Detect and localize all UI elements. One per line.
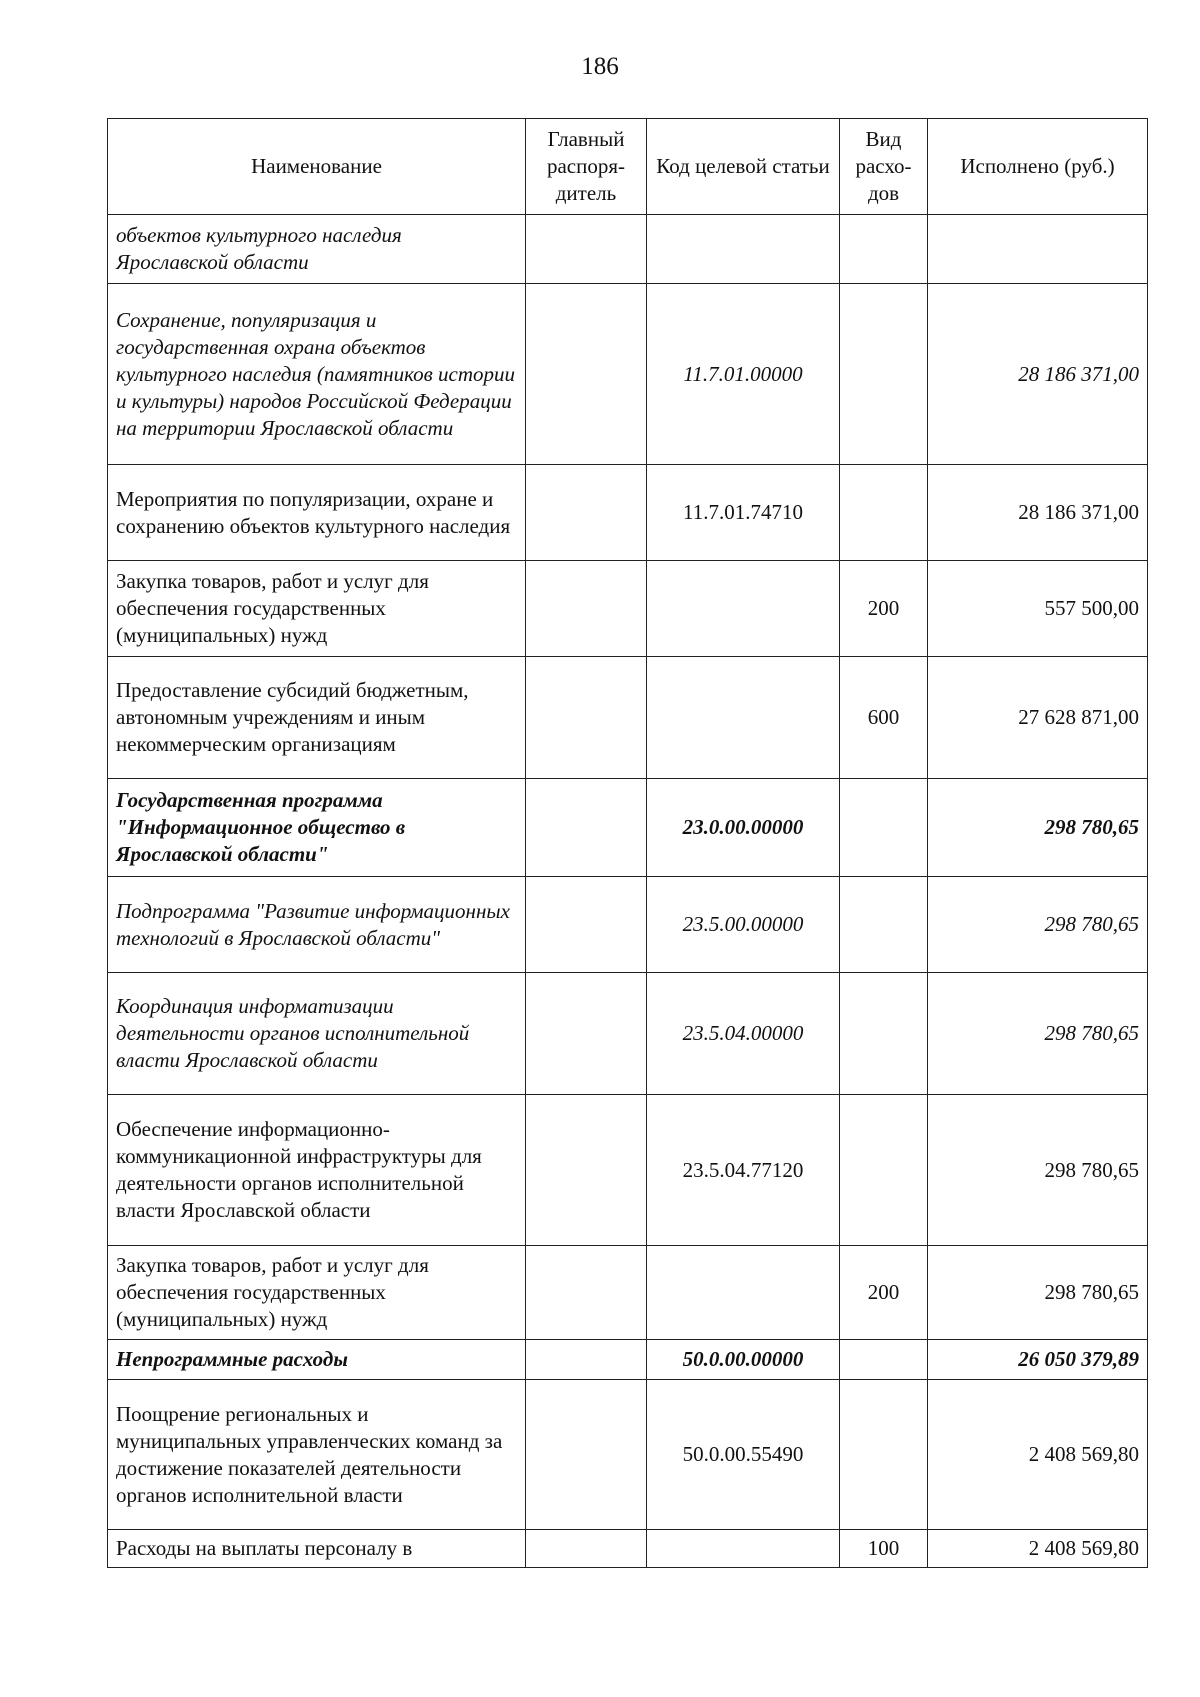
row-sum: 298 780,65 — [928, 1095, 1148, 1246]
header-name: Наименование — [108, 119, 526, 215]
table-row — [108, 465, 1148, 561]
table-row — [108, 1530, 1148, 1568]
row-name: Мероприятия по популяризации, охране и сохранению объектов культурного наследия — [108, 465, 526, 561]
row-glavny — [526, 779, 647, 877]
row-vid — [840, 1380, 928, 1530]
row-glavny — [526, 1380, 647, 1530]
row-sum — [928, 215, 1148, 284]
row-kod — [647, 657, 840, 779]
row-kod — [647, 561, 840, 657]
row-vid — [840, 779, 928, 877]
row-sum: 26 050 379,89 — [928, 1340, 1148, 1380]
row-name: Подпрограмма "Развитие информационных технологий в Ярославской области" — [108, 877, 526, 973]
table-row — [108, 779, 1148, 877]
row-glavny — [526, 1246, 647, 1340]
row-sum: 298 780,65 — [928, 973, 1148, 1095]
row-glavny — [526, 1095, 647, 1246]
row-vid — [840, 973, 928, 1095]
row-name: Предоставление субсидий бюджетным, автономным учреждениям и иным некоммерческим организациям — [108, 657, 526, 779]
table-header — [108, 119, 1148, 215]
row-sum: 27 628 871,00 — [928, 657, 1148, 779]
row-vid: 100 — [840, 1530, 928, 1568]
row-glavny — [526, 284, 647, 465]
row-vid — [840, 1095, 928, 1246]
row-kod: 11.7.01.00000 — [647, 284, 840, 465]
row-sum: 28 186 371,00 — [928, 465, 1148, 561]
table-body — [108, 215, 1148, 1568]
header-ispolneno: Исполнено (руб.) — [928, 119, 1148, 215]
row-name: Непрограммные расходы — [108, 1340, 526, 1380]
row-glavny — [526, 1530, 647, 1568]
table-row — [108, 973, 1148, 1095]
table-row — [108, 1095, 1148, 1246]
row-sum: 2 408 569,80 — [928, 1380, 1148, 1530]
table-row — [108, 284, 1148, 465]
row-sum: 28 186 371,00 — [928, 284, 1148, 465]
row-sum: 298 780,65 — [928, 779, 1148, 877]
row-kod: 23.5.04.00000 — [647, 973, 840, 1095]
row-glavny — [526, 465, 647, 561]
row-kod: 50.0.00.55490 — [647, 1380, 840, 1530]
row-kod: 23.5.00.00000 — [647, 877, 840, 973]
page-number: 186 — [581, 53, 619, 80]
header-vid: Вид расхо-дов — [840, 119, 928, 215]
header-glavny: Главный распоря-дитель — [526, 119, 647, 215]
row-name: Государственная программа "Информационное общество в Ярославской области" — [108, 779, 526, 877]
row-glavny — [526, 877, 647, 973]
table-row — [108, 215, 1148, 284]
row-vid — [840, 1340, 928, 1380]
table-row — [108, 1340, 1148, 1380]
table-row — [108, 657, 1148, 779]
header-kod: Код целевой статьи — [647, 119, 840, 215]
row-sum: 557 500,00 — [928, 561, 1148, 657]
header-row — [108, 119, 1148, 215]
row-sum: 298 780,65 — [928, 1246, 1148, 1340]
row-vid: 600 — [840, 657, 928, 779]
row-name: Сохранение, популяризация и государственная охрана объектов культурного наследия (памятников истории и культуры) народов Российской Федерации на территории Ярославской области — [108, 284, 526, 465]
table-row — [108, 877, 1148, 973]
row-name: Поощрение региональных и муниципальных управленческих команд за достижение показателей деятельности органов исполнительной власти — [108, 1380, 526, 1530]
row-kod: 11.7.01.74710 — [647, 465, 840, 561]
row-name: объектов культурного наследия Ярославской области — [108, 215, 526, 284]
row-kod — [647, 1530, 840, 1568]
row-glavny — [526, 1340, 647, 1380]
row-glavny — [526, 561, 647, 657]
row-name: Закупка товаров, работ и услуг для обеспечения государственных (муниципальных) нужд — [108, 561, 526, 657]
table-row — [108, 1246, 1148, 1340]
row-vid: 200 — [840, 561, 928, 657]
row-kod: 23.5.04.77120 — [647, 1095, 840, 1246]
table-row — [108, 1380, 1148, 1530]
row-vid — [840, 215, 928, 284]
row-name: Расходы на выплаты персоналу в — [108, 1530, 526, 1568]
row-sum: 298 780,65 — [928, 877, 1148, 973]
table-row — [108, 561, 1148, 657]
row-kod: 23.0.00.00000 — [647, 779, 840, 877]
row-vid — [840, 284, 928, 465]
row-name: Закупка товаров, работ и услуг для обеспечения государственных (муниципальных) нужд — [108, 1246, 526, 1340]
row-vid — [840, 465, 928, 561]
row-glavny — [526, 657, 647, 779]
row-name: Координация информатизации деятельности органов исполнительной власти Ярославской области — [108, 973, 526, 1095]
row-vid: 200 — [840, 1246, 928, 1340]
row-kod: 50.0.00.00000 — [647, 1340, 840, 1380]
row-vid — [840, 877, 928, 973]
row-glavny — [526, 973, 647, 1095]
row-kod — [647, 1246, 840, 1340]
row-kod — [647, 215, 840, 284]
row-glavny — [526, 215, 647, 284]
row-name: Обеспечение информационно-коммуникационной инфраструктуры для деятельности органов исполнительной власти Ярославской области — [108, 1095, 526, 1246]
row-sum: 2 408 569,80 — [928, 1530, 1148, 1568]
budget-table — [107, 118, 1148, 1568]
